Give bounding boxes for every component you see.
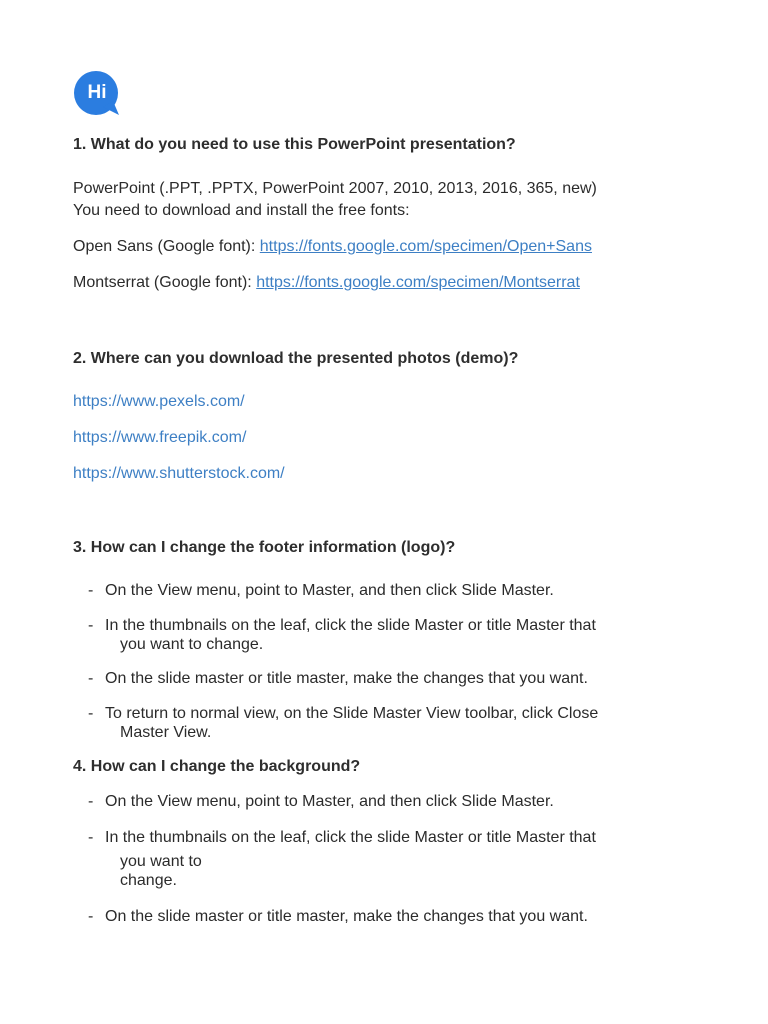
list-item: - In the thumbnails on the leaf, click the slide Master or title Master that you want to change. [88,829,596,889]
font-row-montserrat [73,272,580,294]
section-4-heading: 4. How can I change the background? [73,758,361,775]
list-item: - On the slide master or title master, make the changes that you want. [88,908,588,925]
list-item: - On the View menu, point to Master, and then click Slide Master. [88,793,554,810]
shutterstock-link[interactable]: https://www.shutterstock.com/ [73,465,285,482]
section-1-line-1: PowerPoint (.PPT, .PPTX, PowerPoint 2007, 2010, 2013, 2016, 365, new) [73,180,597,197]
section-1-line-2: You need to download and install the free fonts: [73,202,410,219]
section-1-heading: 1. What do you need to use this PowerPoint presentation? [73,136,516,153]
open-sans-link[interactable]: https://fonts.google.com/specimen/Open+Sans [259,238,592,255]
font-label-open-sans: Open Sans (Google font): [73,238,260,255]
hi-badge-text: Hi [87,82,107,103]
list-item: - On the View menu, point to Master, and then click Slide Master. [88,582,554,599]
montserrat-link[interactable]: https://fonts.google.com/specimen/Montserrat [256,274,580,291]
font-label-montserrat: Montserrat (Google font): [73,274,257,291]
hi-chat-bubble-icon [73,71,121,119]
freepik-link[interactable]: https://www.freepik.com/ [73,429,247,446]
list-item: - To return to normal view, on the Slide Master View toolbar, click Close Master View. [88,705,599,741]
list-item: - On the slide master or title master, make the changes that you want. [88,670,588,687]
font-row-open-sans [73,236,592,258]
section-3-heading: 3. How can I change the footer information (logo)? [73,539,456,556]
section-2-heading: 2. Where can you download the presented photos (demo)? [73,350,519,367]
list-item: - In the thumbnails on the leaf, click the slide Master or title Master that you want to change. [88,617,596,653]
pexels-link[interactable]: https://www.pexels.com/ [73,393,245,410]
